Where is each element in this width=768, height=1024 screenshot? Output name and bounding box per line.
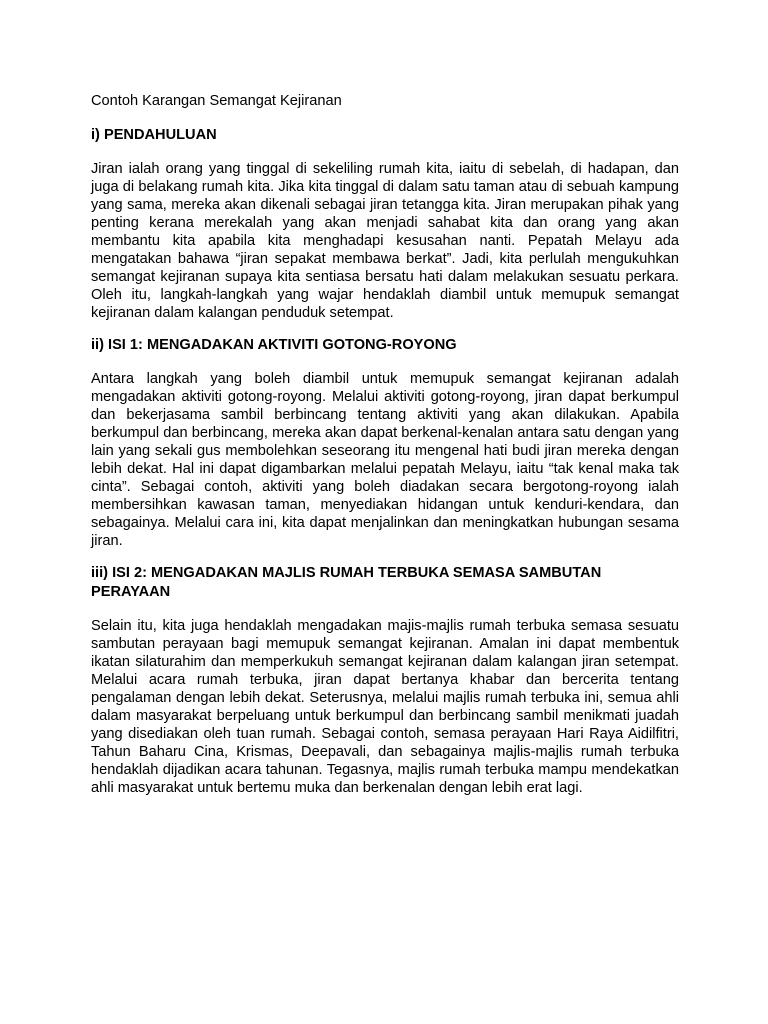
section-paragraph: Jiran ialah orang yang tinggal di sekeliling rumah kita, iaitu di sebelah, di hadapan, dan juga di belakang rumah kita. Jika kita tinggal di dalam satu taman atau di sebuah kampung yang sama, mereka akan dikenali sebagai jiran tetangga kita. Jiran merupakan pihak yang penting kerana merekalah yang akan menjadi sahabat kita dan orang yang akan membantu kita apabila kita menghadapi kesusahan nanti. Pepatah Melayu ada mengatakan bahawa “jiran sepakat membawa berkat”. Jadi, kita perlulah mengukuhkan semangat kejiranan supaya kita sentiasa bersatu hati dalam melakukan sesuatu perkara. Oleh itu, langkah-langkah yang wajar hendaklah diambil untuk memupuk semangat kejiranan dalam kalangan penduduk setempat.: [91, 161, 679, 321]
document-title: Contoh Karangan Semangat Kejiranan: [91, 93, 342, 109]
section-isi-2: [91, 564, 679, 797]
section-pendahuluan: [91, 126, 679, 322]
section-heading: i) PENDAHULUAN: [91, 127, 217, 143]
section-paragraph: Antara langkah yang boleh diambil untuk memupuk semangat kejiranan adalah mengadakan aktiviti gotong-royong. Melalui aktiviti gotong-royong, jiran dapat berkumpul dan bekerjasama sambil berbincang tentang aktiviti yang akan dilakukan. Apabila berkumpul dan berbincang, mereka akan dapat berkenal-kenalan antara satu dengan yang lain yang sekali gus membolehkan seseorang itu mengenal hati budi jiran mereka dengan lebih dekat. Hal ini dapat digambarkan melalui pepatah Melayu, iaitu “tak kenal maka tak cinta”. Sebagai contoh, aktiviti yang boleh diadakan secara bergotong-royong ialah membersihkan kawasan taman, menyediakan hidangan untuk kenduri-kendara, dan sebagainya. Melalui cara ini, kita dapat menjalinkan dan meningkatkan hubungan sesama jiran.: [91, 371, 679, 549]
document-page: [91, 92, 679, 811]
section-paragraph: Selain itu, kita juga hendaklah mengadakan majis-majlis rumah terbuka semasa sesuatu sambutan perayaan bagi memupuk semangat kejiranan. Amalan ini dapat membentuk ikatan silaturahim dan memperkukuh semangat kejiranan dalam kalangan jiran setempat. Melalui acara rumah terbuka, jiran dapat bertanya khabar dan bercerita tentang pengalaman dengan lebih dekat. Seterusnya, melalui majlis rumah terbuka ini, semua ahli dalam masyarakat berpeluang untuk berkumpul dan berbincang sambil menikmati juadah yang disediakan oleh tuan rumah. Sebagai contoh, semasa perayaan Hari Raya Aidilfitri, Tahun Baharu Cina, Krismas, Deepavali, dan sebagainya majlis-majlis rumah terbuka hendaklah dijadikan acara tahunan. Tegasnya, majlis rumah terbuka mampu mendekatkan ahli masyarakat untuk bertemu muka dan berkenalan dengan lebih erat lagi.: [91, 618, 679, 796]
section-isi-1: [91, 336, 679, 550]
section-heading: iii) ISI 2: MENGADAKAN MAJLIS RUMAH TERBUKA SEMASA SAMBUTAN PERAYAAN: [91, 565, 602, 600]
section-heading: ii) ISI 1: MENGADAKAN AKTIVITI GOTONG-ROYONG: [91, 337, 457, 353]
